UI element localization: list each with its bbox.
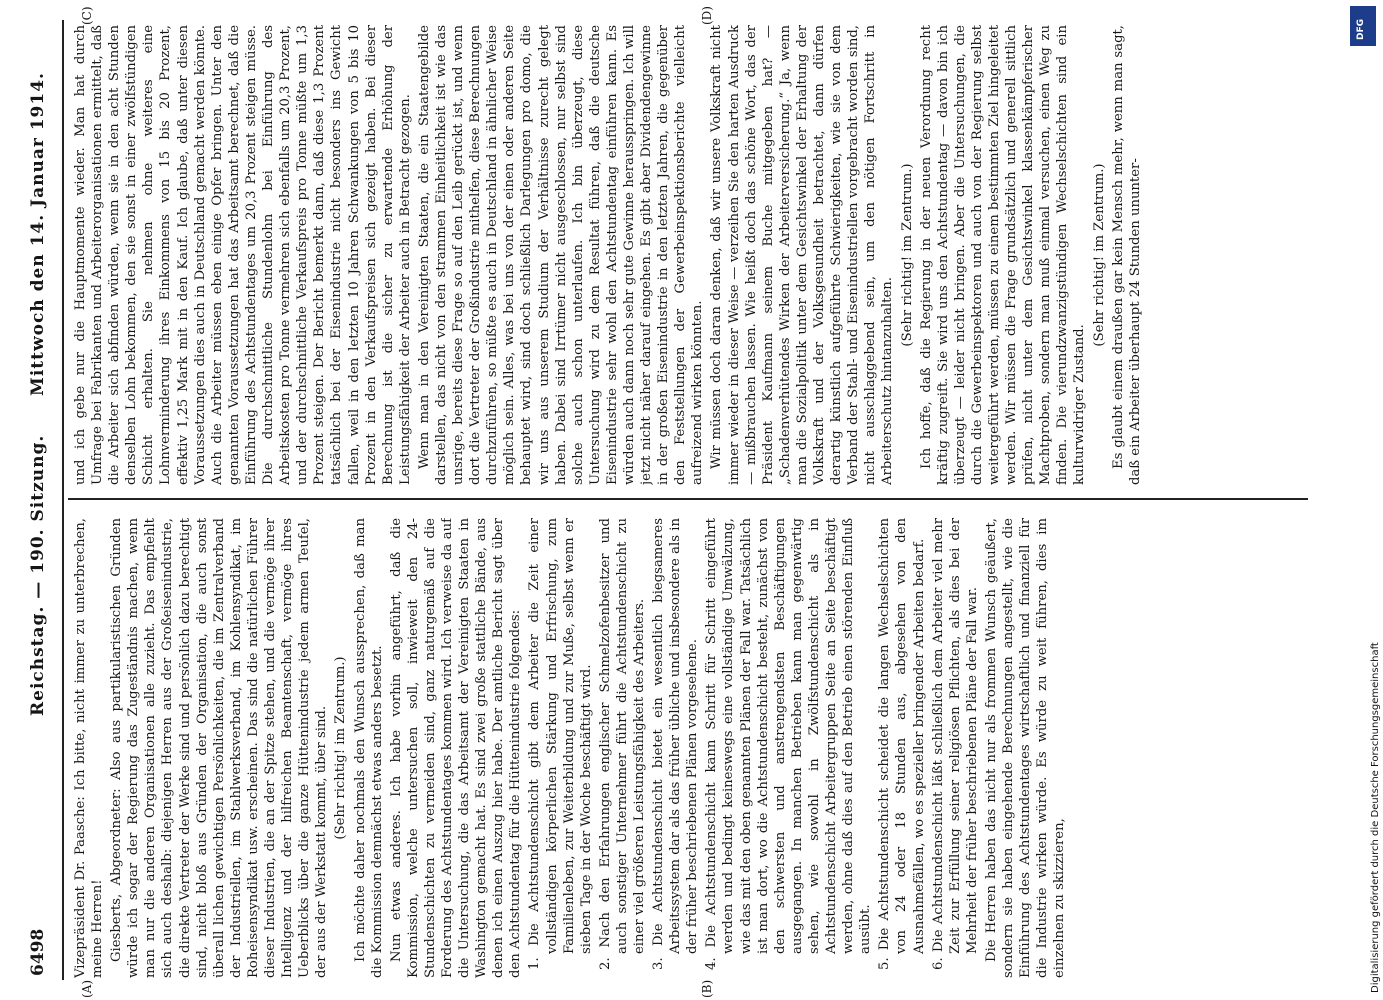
right-text-column: [72, 25, 1304, 485]
interjection: (Sehr richtig! im Zentrum.): [1091, 163, 1107, 347]
margin-mark-b: (B): [700, 979, 714, 998]
paragraph: Die Herren haben das nicht nur als frommen Wunsch geäußert, sondern sie haben eingehende Berechnungen angestellt, wie die Einführung des Achtstundentages wirtschaftlich und finanziell für die Industrie wirken würde. Es würde zu weit führen, dies im einzelnen zu skizzieren,: [983, 518, 1068, 978]
list-item: 6. Die Achtstundenschicht läßt schließlich dem Arbeiter viel mehr Zeit zur Erfüllung seiner religiösen Pflichten, als dies bei der Mehrheit der früher beschriebenen Pläne der Fall war.: [930, 518, 980, 970]
list-item: 4. Die Achtstundenschicht kann Schritt für Schritt eingeführt werden und bedingt keineswegs eine vollständige Umwälzung, wie das mit den oben genannten Plänen der Fall war. Tatsächlich ist man dort, wo die Achtstundenschicht besteht, zunächst von den schwersten und anstrengendsten Beschäftigungen ausgegangen. In manchen Betrieben kann man gegenwärtig sehen, wie sowohl in Zwölfstundenschicht als in Achtstundenschicht Arbeitergruppen Seite an Seite beschäftigt werden, ohne daß dies auf den Betrieb einen störenden Einfluß ausübt.: [704, 518, 874, 970]
page-number: 6498: [28, 928, 48, 976]
paragraph: Wenn man in den Vereinigten Staaten, die ein Staatengebilde darstellen, das nicht von den strammen Einheitlichkeit ist wie das unsrige, bereits diese Frage so auf den Leib gerückt ist, und wenn dort die Vertreter der Großindustrie mithelfen, diese Berechnungen durchzuführen, so müßte es auch in Deutschland in ähnlicher Weise möglich sein. Alles, was bei uns von der einen oder anderen Seite behauptet wird, sind doch schließlich Darlegungen pro domo, die wir uns aus unserem Studium der Verhältnisse zurecht gelegt haben. Dabei sind Irrtümer nicht ausgeschlossen, nur selbst sind solche auch schon unterlaufen. Ich bin überzeugt, diese Untersuchung wird zu dem Resultat führen, daß die deutsche Eisenindustrie sehr wohl den Achtstundentag einführen kann. Es würden auch dann noch sehr gute Gewinne herausspringen. Ich will jetzt nicht näher darauf eingehen. Es gibt aber Dividendengewinne in der großen Eisenindustrie in den letzten Jahren, die gegenüber den Feststellungen der Gewerbeinspektionsberichte vielleicht aufreizend wirken könnten.: [416, 25, 706, 485]
list-item: 5. Die Achtstundenschicht scheidet die langen Wechselschichten von 24 oder 18 Stunden aus, abgesehen von den Ausnahmefällen, wo es spezieller bringender Arbeiten bedarf.: [877, 518, 927, 970]
interjection: (Sehr richtig! im Zentrum.): [899, 163, 915, 347]
paragraph: und ich gebe nur die Hauptmomente wieder. Man hat durch Umfrage bei Fabrikanten und Arbeiterorganisationen ermittelt, daß die Arbeiter sich abfinden würden, wenn sie in den acht Stunden denselben Lohn bekommen, den sie sonst in einer zwölfstündigen Schicht erhalten. Sie nehmen ohne weiteres eine Lohnverminderung ihres Einkommens von 15 bis 20 Prozent, effektiv 1,25 Mark mit in den Kauf. Ich glaube, daß unter diesen Voraussetzungen dies auch in Deutschland gemacht werden könnte. Auch die Arbeiter müssen eben einige Opfer bringen. Unter den genannten Voraussetzungen hat das Arbeitsamt berechnet, daß die Einführung des Achtstundentages um 20,3 Prozent steigen müsse. Die durchschnittliche Stundenlohn bei Einführung des Arbeitskosten pro Tonne vermehren sich ebenfalls um 20,3 Prozent, und der durchschnittliche Verkaufspreis pro Tonne müßte um 1,3 Prozent steigen. Der Bericht bemerkt dann, daß diese 1,3 Prozent tatsächlich bei der Eisenindustrie nicht besonders ins Gewicht fallen, weil in den letzten 10 Jahren Schwankungen von 5 bis 10 Prozent in den Verkaufspreisen sich gezeigt haben. Bei dieser Berechnung ist die sicher zu erwartende Erhöhung der Leistungsfähigkeit der Arbeiter auch in Betracht gezogen.: [73, 25, 413, 485]
page-header: [18, 26, 58, 976]
paragraph: Wir müssen doch daran denken, daß wir unsere Volkskraft nicht immer wieder in dieser Weise — verzeihen Sie den harten Ausdruck — mißbrauchen lassen. Wie heißt doch das schöne Wort, das der Präsident Kaufmann seinem Buche mitgegeben hat? — „Schadenverhütendes Wirken der Arbeiterversicherung.“ Ja, wenn man die Sozialpolitik unter dem Gesichtswinkel der Erhaltung der Volkskraft und der Volksgesundheit betrachtet, dann dürfen derartig künstlich aufgeführte Schwierigkeiten, wie sie von dem Verband der Stahl- und Eisenindustriellen vorgebracht worden sind, nicht ausschlaggebend sein, um den nötigen Fortschritt in Arbeiterschutz hintanzuhalten.: [709, 25, 896, 485]
list-item: 1. Die Achtstundenschicht gibt dem Arbeiter die Zeit einer vollständigen körperlichen Stärkung und Erfrischung, zum Familienleben, zur Weiterbildung und zur Muße, selbst wenn er sieben Tage in der Woche beschäftigt wird.: [527, 518, 594, 970]
list-item: 2. Nach den Erfahrungen englischer Schmelzofenbesitzer und auch sonstiger Unternehmer führt die Achtstundenschicht zu einer viel größeren Leistungsfähigkeit des Arbeiters.: [597, 518, 647, 970]
margin-mark-c: (C): [80, 6, 94, 25]
paragraph: Ich hoffe, daß die Regierung in der neuen Verordnung recht kräftig zugreift. Sie wird uns den Achtstundentag — davon bin ich überzeugt — leider nicht bringen. Aber die Untersuchungen, die durch die Gewerbeinspektoren und auch von der Regierung selbst weitergeführt werden, müssen zu einem bestimmten Ziel hingeleitet werden. Wir müssen die Frage grundsätzlich und generell sittlich prüfen, nicht unter dem Gesichtswinkel klassenkämpferischer Machtproben, sondern man muß einmal versuchen, einen Weg zu finden. Die vierundzwanzigstündigen Wechselschichten sind ein kulturwidriger Zustand.: [918, 25, 1088, 485]
column-divider: [68, 498, 1308, 500]
digitization-credit: [1352, 8, 1381, 998]
interjection: (Sehr richtig! im Zentrum.): [333, 656, 349, 840]
paragraph: Ich möchte daher nochmals den Wunsch aussprechen, daß man die Kommission demnächst etwas anders besetzt.: [352, 518, 385, 978]
margin-mark-d: (D): [700, 6, 714, 25]
margin-mark-a: (A): [80, 979, 94, 998]
paragraph: Giesberts, Abgeordneter: Also aus partikularistischen Gründen würde ich sogar der Regierung das Zugeständnis machen, wenn man nur die anderen Organisationen alle zuzieht. Das empfiehlt sich auch deshalb: diejenigen Herren aus der Großeisenindustrie, die direkte Vertreter der Werke sind und persönlich dazu berechtigt sind, nicht bloß aus Gründen der Organisation, die auch sonst überall lichen gewichtigen Persönlichkeiten, die im Zentralverband der Industriellen, im Stahlwerksverband, im Kohlensyndikat, im Roheisensyndikat usw. erscheinen. Das sind die natürlichen Führer dieser Industrien, die an der Spitze stehen, und die vermöge ihrer Intelligenz und der hilfreichen Beamtenschaft, vermöge ihres Ueberblicks über die ganze Hüttenindustrie jedem armen Teufel, der aus der Werkstatt kommt, über sind.: [109, 518, 330, 978]
session-date: Mittwoch den 14. Januar 1914.: [28, 72, 48, 396]
dfg-logo-text: DFG: [1356, 18, 1366, 40]
list-item: 3. Die Achtstundenschicht bietet ein wesentlich biegsameres Arbeitssystem dar als das früher übliche und insbesondere als in der früher beschriebenen Plänen vorgesehene.: [651, 518, 701, 970]
paragraph: Es glaubt einem draußen gar kein Mensch mehr, wenn man sagt, daß ein Arbeiter überhaupt 24 Stunden ununter-: [1110, 25, 1143, 485]
header-rule: [62, 20, 64, 980]
credit-text: Digitalisierung gefördert durch die Deutsche Forschungsgemeinschaft: [1370, 642, 1381, 993]
session-title: Reichstag. — 190. Sitzung.: [28, 434, 48, 716]
dfg-logo: [1350, 6, 1376, 46]
paragraph: Nun etwas anderes. Ich habe vorhin angeführt, daß die Kommission, welche untersuchen soll, inwieweit den 24-Stundenschichten zu vermeiden sind, ganz naturgemäß auf die Forderung des Achtstundentages kommen wird. Ich verweise da auf die Untersuchung, die das Arbeitsamt der Vereinigten Staaten in Washington gemacht hat. Es sind zwei große stattliche Bände, aus denen ich einen Auszug hier habe. Der amtliche Bericht sagt über den Achtstundentag für die Hüttenindustrie folgendes:: [388, 518, 524, 978]
paragraph: Vizepräsident Dr. Paasche: Ich bitte, nicht immer zu unterbrechen, meine Herren!: [73, 518, 106, 978]
left-text-column: [72, 518, 1304, 978]
